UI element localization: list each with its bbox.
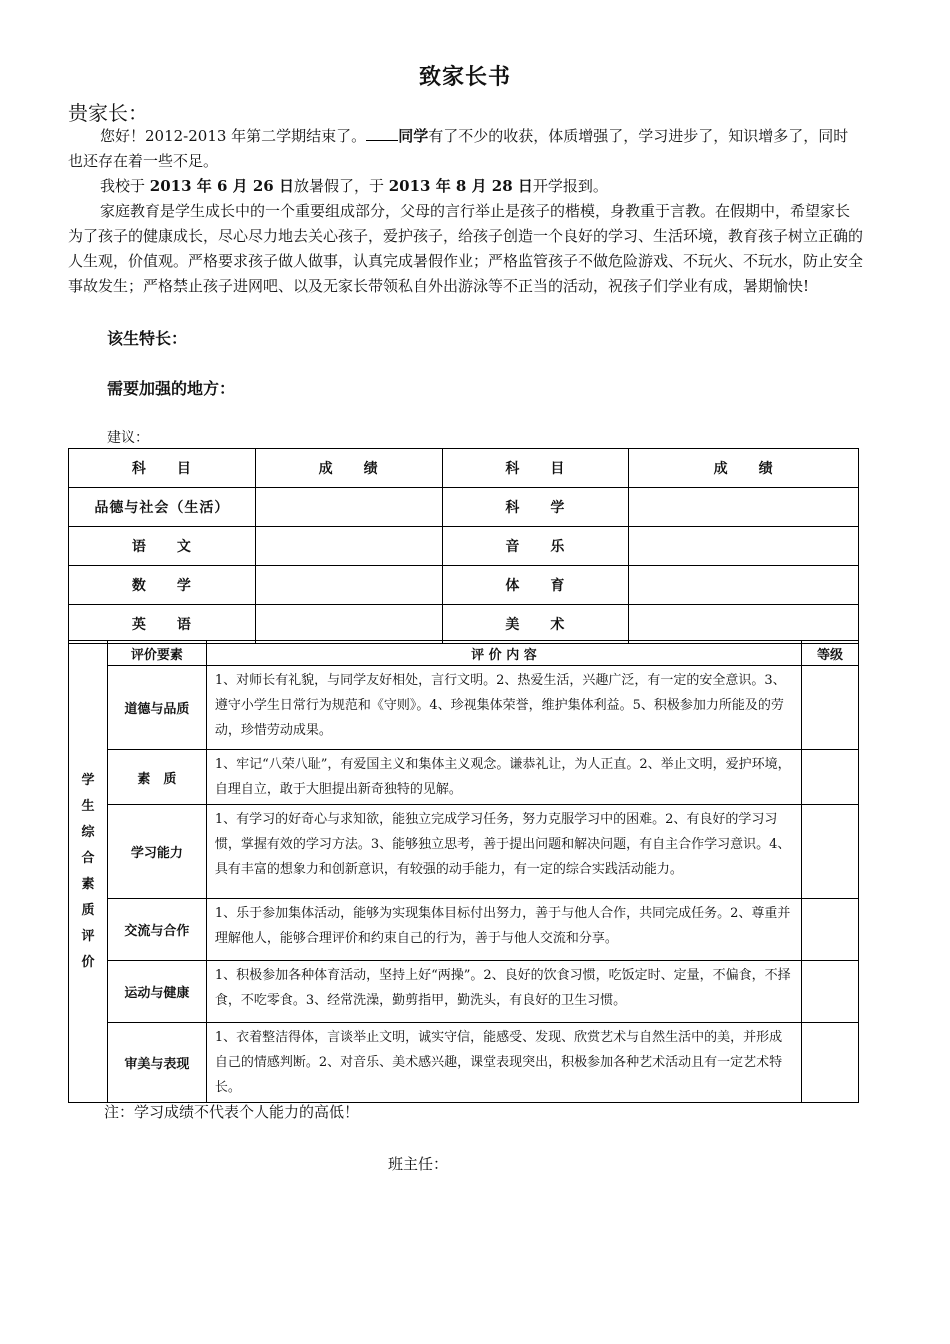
- eval-category: 运动与健康: [107, 961, 206, 1023]
- para2-t3: 开学报到。: [532, 177, 608, 195]
- paragraph-family-education: 家庭教育是学生成长中的一个重要组成部分，父母的言行举止是孩子的楷模，身教重于言教。在假期中，希望家长为了孩子的健康成长，尽心尽力地去关心孩子，爱护孩子，给孩子创造一个良好的学习、生活环境，教育孩子树立正确的人生观，价值观。严格要求孩子做人做事，认真完成暑假作业；严格监管孩子不做危险游戏、不玩火、不玩水，防止安全事故发生；严格禁止孩子进网吧、以及无家长带领私自外出游泳等不正当的活动，祝孩子们学业有成，暑期愉快!: [68, 202, 864, 295]
- eval-content: 1、牢记“八荣八耻”，有爱国主义和集体主义观念。谦恭礼让，为人正直。2、举止文明，爱护环境，自理自立，敢于大胆提出新奇独特的见解。: [206, 750, 801, 805]
- suggest-label: 建议：: [107, 430, 149, 446]
- head-teacher-label: 班主任：: [388, 1155, 449, 1173]
- eval-row: [69, 805, 859, 899]
- paragraph-dates: [68, 174, 863, 199]
- grades-header-score: 成 绩: [255, 449, 442, 488]
- grades-table: [68, 448, 859, 644]
- score-cell[interactable]: [629, 488, 859, 527]
- footnote: 注：学习成绩不代表个人能力的高低！: [104, 1103, 360, 1121]
- grades-row: [69, 488, 859, 527]
- para1-lead: 您好！2012-2013 年第二学期结束了。: [100, 127, 367, 145]
- score-cell[interactable]: [255, 605, 442, 644]
- eval-level-cell[interactable]: [802, 899, 859, 961]
- eval-header-level: 等级: [802, 641, 859, 666]
- side-char: 学: [81, 772, 95, 788]
- improve-label: 需要加强的地方：: [107, 379, 236, 398]
- side-char: 评: [81, 928, 95, 944]
- eval-category: 学习能力: [107, 805, 206, 899]
- eval-row: [69, 750, 859, 805]
- para2-t2: 放暑假了，于: [293, 177, 389, 195]
- vacation-start-date: 2013 年 6 月 26 日: [149, 177, 294, 195]
- score-cell[interactable]: [255, 527, 442, 566]
- subject-name: 品德与社会（生活）: [69, 488, 256, 527]
- student-name-blank[interactable]: [366, 126, 398, 141]
- eval-header-category: 评价要素: [107, 641, 206, 666]
- score-cell[interactable]: [629, 527, 859, 566]
- eval-content: 1、乐于参加集体活动，能够为实现集体目标付出努力，善于与他人合作，共同完成任务。2、尊重并理解他人，能够合理评价和约束自己的行为，善于与他人交流和分享。: [206, 899, 801, 961]
- eval-header-row: [69, 641, 859, 666]
- grades-row: [69, 566, 859, 605]
- eval-content: 1、积极参加各种体育活动，坚持上好“两操”。2、良好的饮食习惯，吃饭定时、定量，不偏食，不择食，不吃零食。3、经常洗澡，勤剪指甲，勤洗头，有良好的卫生习惯。: [206, 961, 801, 1023]
- grades-header-subject: 科 目: [69, 449, 256, 488]
- score-cell[interactable]: [629, 605, 859, 644]
- side-char: 素: [81, 876, 95, 892]
- eval-header-content: 评 价 内 容: [206, 641, 801, 666]
- eval-content: 1、有学习的好奇心与求知欲，能独立完成学习任务，努力克服学习中的困难。2、有良好的学习习惯，掌握有效的学习方法。3、能够独立思考，善于提出问题和解决问题，有自主合作学习意识。4、具有丰富的想象力和创新意识，有较强的动手能力，有一定的综合实践活动能力。: [206, 805, 801, 899]
- subject-name: 音 乐: [442, 527, 629, 566]
- subject-name: 科 学: [442, 488, 629, 527]
- eval-row: [69, 1023, 859, 1103]
- para2-t1: 我校于: [100, 177, 150, 195]
- eval-level-cell[interactable]: [802, 805, 859, 899]
- eval-category: 审美与表现: [107, 1023, 206, 1103]
- paragraph-term-end: [68, 124, 863, 174]
- eval-category: 道德与品质: [107, 666, 206, 750]
- eval-content: 1、对师长有礼貌，与同学友好相处，言行文明。2、热爱生活，兴趣广泛，有一定的安全意识。3、遵守小学生日常行为规范和《守则》。4、珍视集体荣誉，维护集体利益。5、积极参加力所能及的劳动，珍惜劳动成果。: [206, 666, 801, 750]
- eval-level-cell[interactable]: [802, 750, 859, 805]
- eval-content: 1、衣着整洁得体，言谈举止文明，诚实守信，能感受、发现、欣赏艺术与自然生活中的美，并形成自己的情感判断。2、对音乐、美术感兴趣，课堂表现突出，积极参加各种艺术活动且有一定艺术特长。: [206, 1023, 801, 1103]
- score-cell[interactable]: [255, 566, 442, 605]
- side-char: 生: [81, 798, 95, 814]
- eval-side-label: [69, 641, 108, 1103]
- eval-row: [69, 899, 859, 961]
- eval-level-cell[interactable]: [802, 666, 859, 750]
- side-char: 价: [81, 954, 95, 970]
- grades-row: [69, 527, 859, 566]
- subject-name: 英 语: [69, 605, 256, 644]
- page-title: 致家长书: [418, 64, 511, 90]
- evaluation-table: [68, 640, 859, 1103]
- side-char: 合: [81, 850, 95, 866]
- subject-name: 语 文: [69, 527, 256, 566]
- school-start-date: 2013 年 8 月 28 日: [388, 177, 533, 195]
- grades-row: [69, 605, 859, 644]
- para1-student-word: 同学: [398, 127, 429, 145]
- specialty-label: 该生特长：: [107, 329, 188, 348]
- score-cell[interactable]: [255, 488, 442, 527]
- grades-header-score: 成 绩: [629, 449, 859, 488]
- grades-header-subject: 科 目: [442, 449, 629, 488]
- score-cell[interactable]: [629, 566, 859, 605]
- subject-name: 美 术: [442, 605, 629, 644]
- para1-rest: 有了不少的收获，体质增强了，学习进步了，知识增多了，同时也还存在着一些不足。: [68, 127, 849, 170]
- greeting: 贵家长：: [68, 101, 148, 125]
- eval-level-cell[interactable]: [802, 1023, 859, 1103]
- grades-header-row: [69, 449, 859, 488]
- subject-name: 体 育: [442, 566, 629, 605]
- side-char: 质: [81, 902, 95, 918]
- eval-level-cell[interactable]: [802, 961, 859, 1023]
- side-char: 综: [81, 824, 95, 840]
- eval-row: [69, 666, 859, 750]
- eval-row: [69, 961, 859, 1023]
- subject-name: 数 学: [69, 566, 256, 605]
- eval-category: 交流与合作: [107, 899, 206, 961]
- eval-category: 素 质: [107, 750, 206, 805]
